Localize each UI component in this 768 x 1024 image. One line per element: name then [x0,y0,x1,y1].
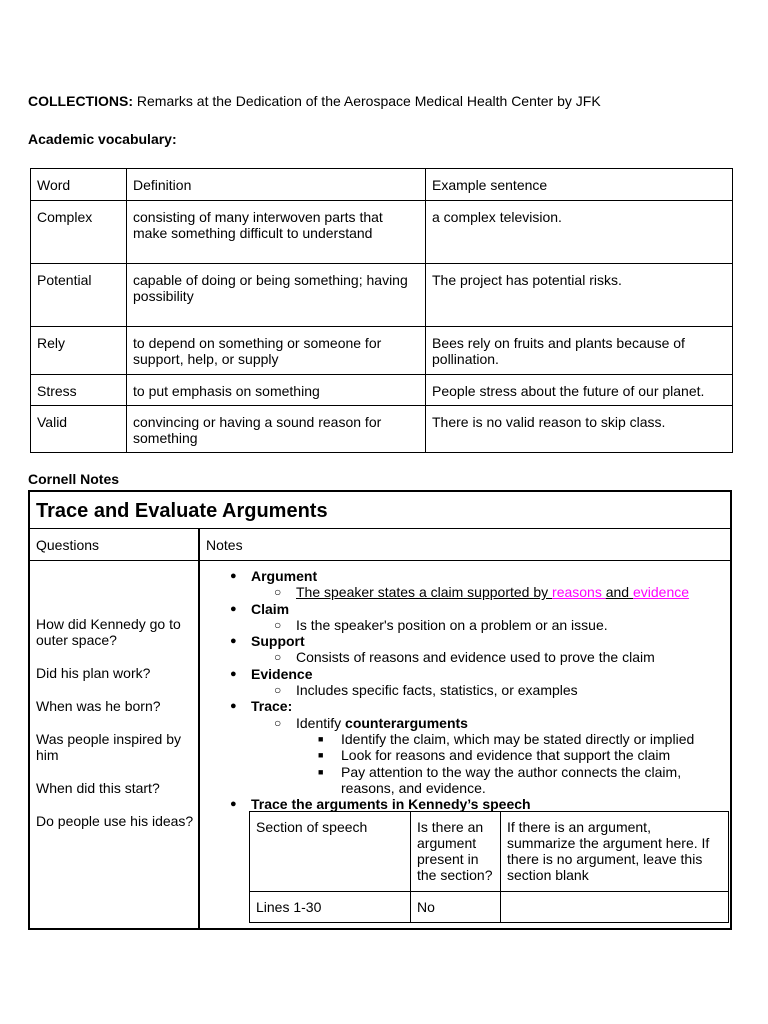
circle-bullet-icon: ○ [274,715,282,730]
note-argument-detail: ○ The speaker states a claim supported by reasons and evidence [274,584,690,601]
question-item: Do people use his ideas? [36,813,194,829]
header-definition: Definition [127,169,426,201]
vocabulary-table [30,168,733,453]
circle-bullet-icon: ○ [274,585,282,600]
word-cell: Complex [31,201,127,264]
bullet-icon: ● [230,667,237,680]
bullet-icon: ● [230,635,237,648]
trace-header-present: Is there an argument present in the section? [411,812,501,892]
table-row [31,264,733,327]
question-item: Was people inspired by him [36,731,182,763]
table-row [31,327,733,375]
note-argument: ● Argument [230,568,318,584]
note-support: ● Support [230,633,305,650]
trace-summary-cell[interactable] [501,892,729,923]
word-cell: Stress [31,375,127,406]
evidence-link[interactable]: evidence [632,584,690,601]
definition-cell: to put emphasis on something [127,375,426,406]
circle-bullet-icon: ○ [274,617,282,632]
note-trace: ● Trace: [230,698,293,715]
document-heading [28,93,601,109]
example-cell: The project has potential risks. [426,264,733,327]
question-item: When was he born? [36,698,161,714]
note-evidence: ● Evidence [230,665,313,682]
bullet-icon: ● [230,570,237,582]
circle-bullet-icon: ○ [274,683,282,698]
example-cell: There is no valid reason to skip class. [426,406,733,453]
heading-label: COLLECTIONS: [28,93,133,109]
note-trace-kennedy: ● Trace the arguments in Kennedy’s speech [230,796,531,813]
table-row [31,406,733,453]
cornell-title: Trace and Evaluate Arguments [30,492,730,529]
definition-cell: capable of doing or being something; having possibility [127,264,426,327]
word-cell: Potential [31,264,127,327]
table-row [31,375,733,406]
question-item: Did his plan work? [36,665,151,681]
trace-section-cell: Lines 1-30 [250,892,411,923]
example-cell: a complex television. [426,201,733,264]
example-cell: People stress about the future of our planet. [426,375,733,406]
questions-header: Questions [36,537,100,553]
column-divider [198,529,200,928]
question-item: When did this start? [36,780,160,796]
cornell-notes-label: Cornell Notes [28,471,120,487]
heading-text: Remarks at the Dedication of the Aerospace Medical Health Center by JFK [133,93,601,109]
note-evidence-detail: ○ Includes specific facts, statistics, or examples [274,682,578,699]
note-trace-sub: ■ Identify the claim, which may be stated directly or implied [318,730,695,747]
question-item: How did Kennedy go to outer space? [36,616,181,648]
trace-header-row [250,812,729,892]
bullet-icon: ● [230,798,237,811]
note-support-detail: ○ Consists of reasons and evidence used to prove the claim [274,649,655,666]
word-cell: Rely [31,327,127,375]
header-example: Example sentence [426,169,733,201]
circle-bullet-icon: ○ [274,650,282,665]
questions-column [36,616,194,846]
table-row [250,892,729,923]
word-cell: Valid [31,406,127,453]
header-word: Word [31,169,127,201]
notes-header: Notes [206,537,243,553]
trace-header-section: Section of speech [250,812,411,892]
bullet-icon: ● [230,602,237,615]
note-trace-sub: ■ Look for reasons and evidence that support the claim [318,747,671,764]
square-bullet-icon: ■ [318,733,324,744]
trace-header-summary: If there is an argument, summarize the argument here. If there is no argument, leave this section blank [501,812,729,892]
definition-cell: convincing or having a sound reason for something [127,406,426,453]
table-header-row [31,169,733,201]
note-claim: ● Claim [230,600,290,617]
bullet-icon: ● [230,700,237,713]
trace-present-cell: No [411,892,501,923]
trace-table [249,811,729,923]
cornell-header-row [30,529,730,561]
square-bullet-icon: ■ [318,750,324,761]
note-claim-detail: ○ Is the speaker's position on a problem or an issue. [274,616,608,633]
definition-cell: to depend on something or someone for support, help, or supply [127,327,426,375]
square-bullet-icon: ■ [318,766,324,777]
example-cell: Bees rely on fruits and plants because of pollination. [426,327,733,375]
note-trace-detail: ○ Identify counterarguments [274,714,468,731]
note-trace-sub: ■ Pay attention to the way the author connects the claim, reasons, and evidence. [318,763,682,796]
reasons-link[interactable]: reasons [552,584,606,601]
definition-cell: consisting of many interwoven parts that make something difficult to understand [127,201,426,264]
vocabulary-title: Academic vocabulary: [28,131,177,147]
notes-column [230,568,730,812]
table-row [31,201,733,264]
